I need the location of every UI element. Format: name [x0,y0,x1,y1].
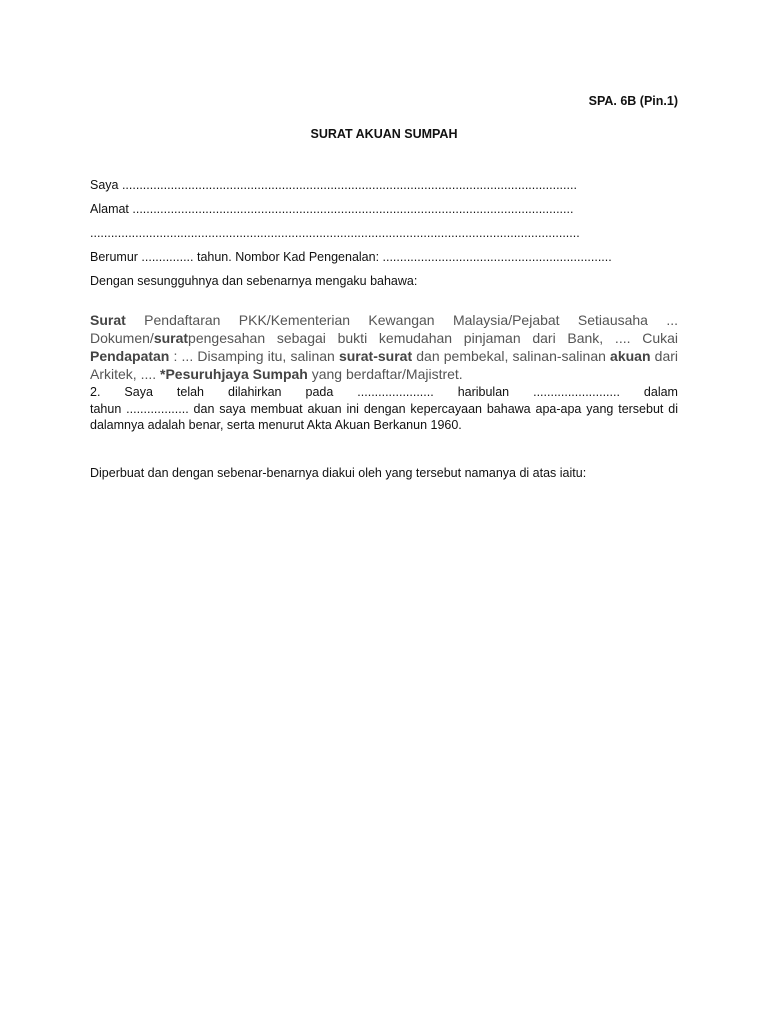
blank-dots: ...................... [357,385,434,399]
word: dalam [643,385,678,399]
field-alamat: Alamat ............................................................................................................................... [90,202,574,216]
declaration-line: Dengan sesungguhnya dan sebenarnya mengaku bahawa: [90,274,418,288]
highlight-word: surat [153,330,189,346]
highlight-word: akuan [610,348,651,364]
search-snippet-paragraph [90,311,678,383]
snippet-text: yang berdaftar/Majistret. [307,366,463,382]
paragraph-2-first-line [90,384,678,401]
snippet-text: dan pembekal, salinan-salinan [412,348,611,364]
paragraph-2 [90,384,678,434]
snippet-text: dari Arkitek, .... [90,348,679,382]
highlight-word: Pendapatan [90,348,170,364]
field-berumur-ic: Berumur ............... tahun. Nombor Kad Pengenalan: .................................................................. [90,250,612,264]
paragraph-number: 2. [90,385,101,399]
form-reference-code: SPA. 6B (Pin.1) [588,94,678,108]
snippet-text: Pendaftaran PKK/Kementerian Kewangan Malaysia/Pejabat Setiausaha ... Dokumen/ [90,312,678,346]
word: telah [176,385,205,399]
closing-statement: Diperbuat dan dengan sebenar-benarnya diakui oleh yang tersebut namanya di atas iaitu: [90,466,587,480]
field-saya: Saya ................................................................................................................................... [90,178,577,192]
word: pada [305,385,334,399]
highlight-word: *Pesuruhjaya Sumpah [160,366,308,382]
blank-dots: ......................... [533,385,620,399]
word: dilahirkan [228,385,282,399]
highlight-word: surat-surat [338,348,413,364]
paragraph-2-rest: tahun .................. dan saya membuat akuan ini dengan kepercayaan bahawa apa-apa yang tersebut di dalamnya adalah benar, serta menurut Akta Akuan Berkanun 1960. [90,401,678,432]
document-title: SURAT AKUAN SUMPAH [310,127,458,141]
highlight-word: Surat [90,312,126,328]
word: Saya [124,385,153,399]
snippet-text: pengesahan sebagai bukti kemudahan pinjaman dari Bank, .... Cukai [188,330,678,346]
field-alamat-continued: ............................................................................................................................................. [90,226,580,240]
snippet-text: : ... Disamping itu, salinan [169,348,339,364]
word: haribulan [457,385,510,399]
